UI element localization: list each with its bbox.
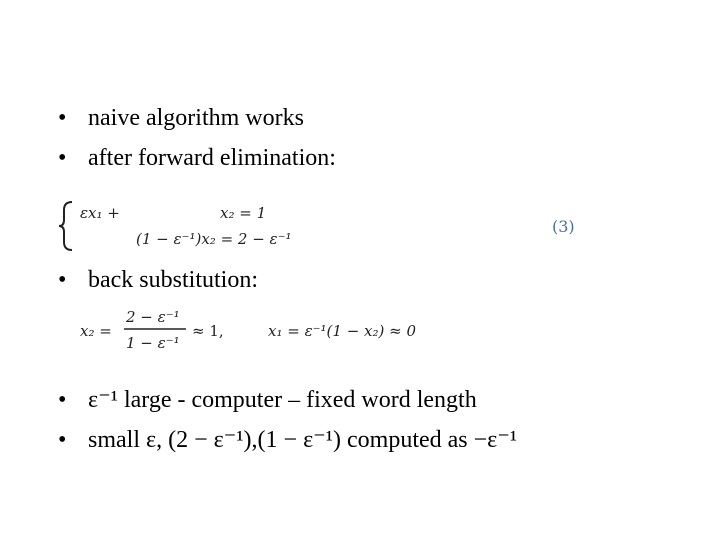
- bullet-dot: •: [58, 105, 67, 131]
- bullet-text: small ε, (2 − ε⁻¹),(1 − ε⁻¹) computed as −ε⁻¹: [88, 427, 518, 453]
- fraction-numerator: 2 − ε⁻¹: [126, 308, 180, 326]
- bullet-dot: •: [58, 267, 67, 293]
- x2-label: x₂ =: [80, 322, 112, 340]
- bullet-back-substitution: [58, 266, 258, 294]
- system-equation: [58, 196, 588, 256]
- bullet-large-epsilon: [58, 386, 477, 414]
- left-brace-shape: [59, 202, 72, 250]
- system-row1-left: εx₁ +: [80, 204, 120, 222]
- x1-expression: x₁ = ε⁻¹(1 − x₂) ≈ 0: [268, 322, 417, 340]
- bullet-naive-algorithm: [58, 104, 304, 132]
- bullet-text: after forward elimination:: [88, 145, 336, 171]
- back-substitution-equation: [80, 302, 460, 358]
- bullet-text: back substitution:: [88, 267, 258, 293]
- system-row1-right: x₂ = 1: [220, 204, 267, 222]
- bullet-dot: •: [58, 145, 67, 171]
- bullet-forward-elimination: [58, 144, 336, 172]
- approx-one: ≈ 1,: [192, 322, 224, 340]
- system-row2: (1 − ε⁻¹)x₂ = 2 − ε⁻¹: [136, 230, 292, 248]
- bullet-text: naive algorithm works: [88, 105, 304, 131]
- bullet-dot: •: [58, 387, 67, 413]
- equation-number: (3): [552, 217, 575, 236]
- bullet-dot: •: [58, 427, 67, 453]
- bullet-text: ε⁻¹ large - computer – fixed word length: [88, 387, 477, 413]
- fraction-denominator: 1 − ε⁻¹: [126, 334, 180, 352]
- bullet-small-epsilon: [58, 426, 517, 454]
